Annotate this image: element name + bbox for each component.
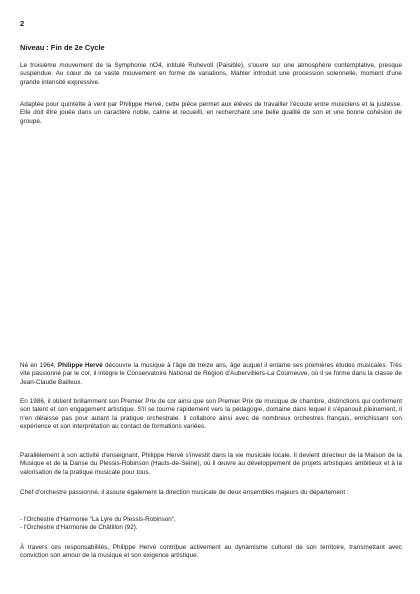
list-item: - l'Orchestre d'Harmonie "La Lyre du Plessis-Robinson", (20, 516, 176, 523)
ensembles-list (20, 516, 402, 533)
bio-paragraph-3: Parallèlement à son activité d'enseignant, Philippe Hervé s'investit dans la vie musicale locale. Il devient directeur de la Maison de la Musique et de la Danse du Plessis-Robinson (Hauts-de-Seine), où il œuvre au développement de projets artistiques ambitieux et à la valorisation de la pratique musicale pour tous. (20, 452, 402, 476)
bio-paragraph-4: Chef d'orchestre passionné, il assure également la direction musicale de deux ensembles majeurs du département : (20, 489, 349, 496)
level-heading: Niveau : Fin de 2e Cycle (20, 43, 105, 52)
bio-paragraph-5: À travers ces responsabilités, Philippe Hervé contribue activement au dynamisme culturel de son territoire, transmettant avec conviction son amour de la musique et son exigence artistique. (20, 544, 402, 560)
intro-paragraph-2: Adaptée pour quintette à vent par Philippe Hervé, cette pièce permet aux élèves de travailler l'écoute entre musiciens et la justesse. Elle doit être jouée dans un caractère noble, calme et recueilli, en recherchant une belle qualité de son et une bonne cohésion de groupe. (20, 101, 402, 125)
bio-paragraph-1-rest: découvre la musique à l'âge de treize ans, âge auquel il entame ses premières études musicales. Très vite passionné par le cor, il intègre le Conservatoire National de Région d'Aubervilliers-La Courneuve, où il se forme dans la classe de Jean-Claude Bailleux. (20, 362, 402, 386)
bio-paragraph-1-lead: Né en 1964, (20, 362, 58, 369)
bio-paragraph-1 (20, 362, 402, 387)
page-number: 2 (20, 19, 25, 28)
intro-paragraph-1: Le troisième mouvement de la Symphonie nO4, intitulé Ruhevoll (Paisible), s'ouvre sur une atmosphère contemplative, presque suspendue. Au cœur de ce vaste mouvement en forme de variations, Mahler introduit une procession solennelle, moment d'une grande intensité expressive. (20, 62, 402, 86)
list-item: - l'Orchestre d'Harmonie de Châtillon (92). (20, 524, 138, 532)
bio-paragraph-2: En 1986, il obtient brillamment son Premier Prix de cor ainsi que son Premier Prix de musique de chambre, distinctions qui confirment son talent et son engagement artistique. S'il se tourne rapidement vers la pédagogie, domaine dans lequel il s'épanouit pleinement, il n'en délaisse pas pour autant la pratique orchestrale. Il collabore ainsi avec de nombreux orchestres français, enrichissant son expérience et son interprétation au contact de formations variées. (20, 398, 402, 430)
composer-name: Philippe Hervé (57, 362, 103, 369)
